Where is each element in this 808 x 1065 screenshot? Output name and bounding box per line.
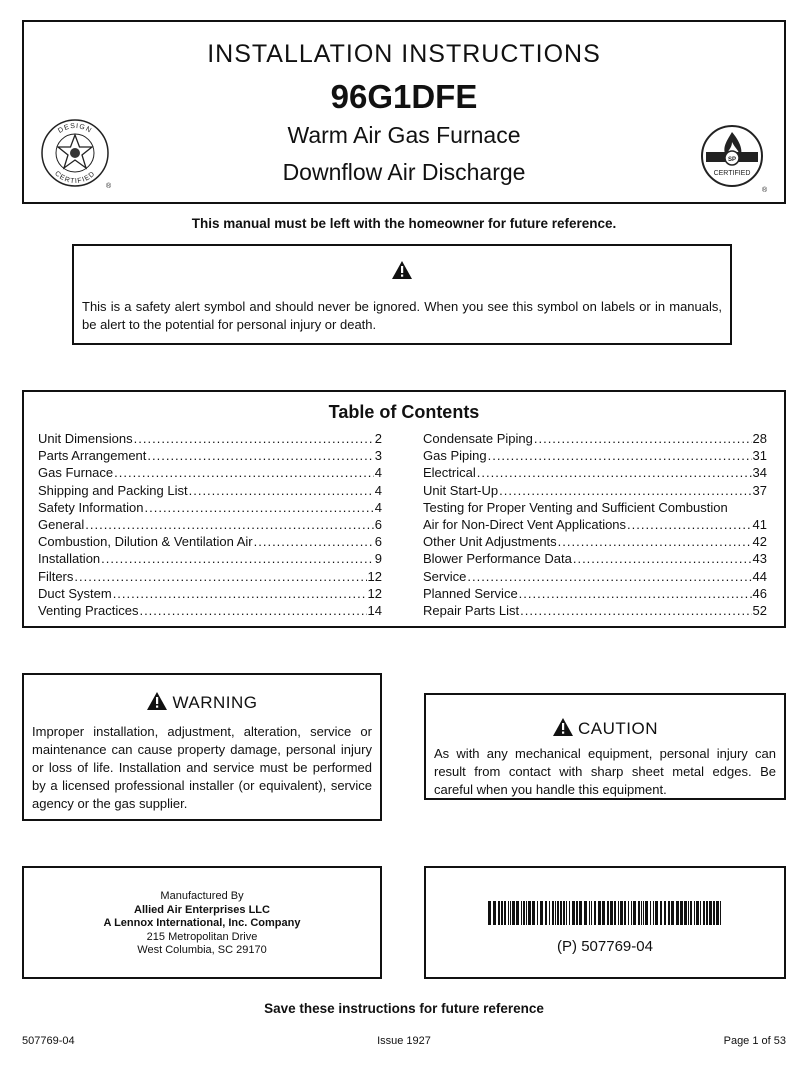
- homeowner-note: This manual must be left with the homeowner for future reference.: [191, 216, 617, 231]
- toc-leader-dots: [85, 516, 374, 533]
- toc-entry-page: 4: [374, 499, 382, 515]
- toc-entry-label: Testing for Proper Venting and Sufficient Combustion: [423, 499, 728, 515]
- toc-entry-page: 14: [367, 602, 382, 618]
- toc-entry-label: Repair Parts List: [423, 602, 520, 618]
- toc-leader-dots: [101, 550, 374, 567]
- header-box: [22, 20, 786, 204]
- toc-entry-label: Venting Practices: [38, 602, 139, 618]
- toc-entry: [423, 499, 767, 516]
- toc-entry: [423, 550, 767, 567]
- warning-triangle-icon: [552, 717, 574, 737]
- product-title: Warm Air Gas Furnace: [287, 122, 521, 148]
- toc-entry-page: 4: [374, 465, 382, 481]
- caution-text: As with any mechanical equipment, personal injury can result from contact with sharp sheet metal edges. Be careful when you handle this equipment.: [434, 746, 776, 797]
- toc-entry-label: Blower Performance Data: [423, 551, 572, 567]
- toc-entry-page: 6: [374, 534, 382, 550]
- warning-text: Improper installation, adjustment, alteration, service or maintenance can cause property damage, personal injury or loss of life. Installation and service must be performed by a licensed professional installer (or equivalent), service agency or the gas supplier.: [32, 724, 372, 811]
- save-instructions-note: Save these instructions for future reference: [264, 1001, 544, 1016]
- manufacturer-company: Allied Air Enterprises LLC: [134, 903, 270, 916]
- svg-text:®: ®: [106, 183, 112, 190]
- toc-entry-label: Safety Information: [38, 499, 144, 515]
- toc-entry-label: Unit Dimensions: [38, 431, 133, 446]
- toc-entry-page: 9: [374, 551, 382, 567]
- svg-text:®: ®: [762, 187, 768, 194]
- manufacturer-city: West Columbia, SC 29170: [137, 944, 267, 956]
- toc-leader-dots: [147, 447, 373, 464]
- toc-entry-page: 3: [374, 448, 382, 464]
- toc-leader-dots: [254, 533, 374, 550]
- toc-title: Table of Contents: [328, 402, 480, 422]
- toc-entry: [38, 464, 382, 481]
- toc-entry-page: 6: [374, 516, 382, 532]
- warning-triangle-icon: [146, 691, 168, 711]
- toc-entry-label: Other Unit Adjustments: [423, 534, 557, 550]
- toc-entry-page: 44: [752, 568, 767, 584]
- toc-entry: [423, 568, 767, 585]
- safety-alert-text: This is a safety alert symbol and should never be ignored. When you see this symbol on labels or in manuals, be alert to the potential for personal injury or death.: [82, 299, 722, 332]
- toc-entry-page: 42: [752, 534, 767, 550]
- toc-entry-label: Installation: [38, 551, 101, 567]
- toc-entry: [38, 430, 382, 447]
- warning-heading: [24, 691, 380, 713]
- toc-entry-label: Shipping and Packing List: [38, 482, 188, 498]
- toc-entry-page: 4: [374, 482, 382, 498]
- model-number: 96G1DFE: [330, 78, 478, 115]
- toc-entry: [38, 533, 382, 550]
- toc-entry-label: Unit Start-Up: [423, 482, 499, 498]
- svg-text:CERTIFIED: CERTIFIED: [713, 170, 751, 177]
- toc-leader-dots: [573, 550, 752, 567]
- toc-entry-label: Condensate Piping: [423, 431, 533, 446]
- manufacturer-parent: A Lennox International, Inc. Company: [103, 917, 301, 929]
- toc-entry-page: 28: [752, 431, 767, 446]
- toc-entry-page: 2: [374, 431, 382, 446]
- csa-certified-seal-icon: [698, 122, 770, 194]
- manufacturer-street: 215 Metropolitan Drive: [146, 930, 258, 943]
- toc-leader-dots: [134, 430, 374, 447]
- toc-entry-page: 34: [752, 465, 767, 481]
- toc-entry-label: Combustion, Dilution & Ventilation Air: [38, 534, 253, 550]
- toc-leader-dots: [74, 568, 366, 585]
- toc-entry: [423, 533, 767, 550]
- toc-entry-page: 12: [367, 585, 382, 601]
- toc-entry: [423, 585, 767, 602]
- toc-entry: [423, 482, 767, 499]
- caution-title: CAUTION: [578, 719, 658, 738]
- safety-alert-box: [72, 244, 732, 345]
- toc-leader-dots: [477, 464, 752, 481]
- design-certified-seal-icon: [38, 116, 112, 190]
- toc-entry: [38, 482, 382, 499]
- toc-entry: [423, 516, 767, 533]
- toc-entry: [38, 602, 382, 619]
- toc-entry-label: Air for Non-Direct Vent Applications: [423, 516, 627, 532]
- toc-entry: [38, 550, 382, 567]
- toc-leader-dots: [145, 499, 374, 516]
- toc-leader-dots: [113, 585, 367, 602]
- toc-entry: [38, 499, 382, 516]
- toc-entry-page: 41: [752, 516, 767, 532]
- footer-issue: Issue 1927: [377, 1035, 431, 1047]
- toc-entry-label: Gas Furnace: [38, 465, 114, 481]
- toc-entry: [38, 516, 382, 533]
- toc-leader-dots: [488, 447, 752, 464]
- manufacturer-box: [22, 866, 382, 979]
- caution-heading: [426, 717, 784, 739]
- toc-left-column: [38, 430, 382, 619]
- caution-box: [424, 693, 786, 800]
- footer-page-number: Page 1 of 53: [723, 1035, 786, 1047]
- warning-title: WARNING: [172, 693, 258, 712]
- toc-leader-dots: [189, 482, 374, 499]
- product-subtitle: Downflow Air Discharge: [282, 159, 526, 185]
- document-type: INSTALLATION INSTRUCTIONS: [207, 40, 601, 68]
- toc-entry-label: Service: [423, 568, 467, 584]
- toc-entry: [38, 568, 382, 585]
- toc-entry: [38, 447, 382, 464]
- warning-box: [22, 673, 382, 821]
- warning-triangle-icon: [391, 260, 413, 280]
- toc-leader-dots: [114, 464, 374, 481]
- toc-entry-page: 43: [752, 551, 767, 567]
- toc-leader-dots: [499, 482, 751, 499]
- toc-entry: [423, 430, 767, 447]
- table-of-contents: [22, 390, 786, 628]
- toc-entry: [38, 585, 382, 602]
- svg-text:DESIGN: DESIGN: [57, 122, 93, 135]
- toc-entry-label: Parts Arrangement: [38, 448, 147, 464]
- toc-entry-page: 12: [367, 568, 382, 584]
- toc-entry-page: 46: [752, 585, 767, 601]
- toc-leader-dots: [519, 585, 752, 602]
- toc-entry-page: 37: [752, 482, 767, 498]
- toc-entry: [423, 602, 767, 619]
- toc-entry-label: Duct System: [38, 585, 112, 601]
- barcode-icon: [488, 901, 724, 925]
- manufacturer-label: Manufactured By: [160, 890, 244, 902]
- toc-entry-label: Electrical: [423, 465, 476, 481]
- barcode-box: [424, 866, 786, 979]
- toc-leader-dots: [467, 568, 751, 585]
- part-number: (P) 507769-04: [557, 938, 653, 955]
- toc-entry-label: General: [38, 516, 85, 532]
- footer-doc-number: 507769-04: [22, 1035, 75, 1047]
- toc-entry: [423, 447, 767, 464]
- toc-right-column: [423, 430, 767, 619]
- toc-entry-label: Planned Service: [423, 585, 518, 601]
- svg-text:CERTIFIED: CERTIFIED: [53, 170, 97, 186]
- toc-leader-dots: [520, 602, 751, 619]
- toc-entry-page: 31: [752, 448, 767, 464]
- toc-entry: [423, 464, 767, 481]
- toc-entry-label: Gas Piping: [423, 448, 487, 464]
- toc-entry-page: 52: [752, 602, 767, 618]
- toc-leader-dots: [558, 533, 752, 550]
- toc-leader-dots: [139, 602, 366, 619]
- toc-entry-label: Filters: [38, 568, 74, 584]
- toc-leader-dots: [627, 516, 751, 533]
- svg-text:SP: SP: [727, 157, 737, 163]
- toc-leader-dots: [534, 430, 752, 447]
